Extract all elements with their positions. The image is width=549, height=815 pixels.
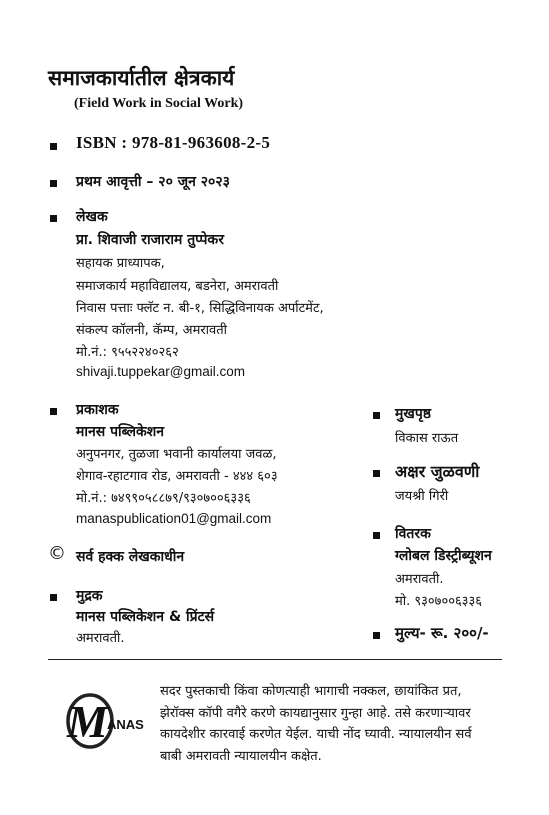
author-name: प्रा. शिवाजी राजाराम तुप्पेकर <box>76 232 224 248</box>
edition: प्रथम आवृत्ती – २० जून २०२३ <box>76 174 230 190</box>
distributor-label: वितरक <box>395 526 431 542</box>
author-line: समाजकार्य महाविद्यालय, बडनेरा, अमरावती <box>76 279 279 294</box>
bullet-icon <box>50 594 57 601</box>
disclaimer-line: कायदेशीर कारवाई करणेत येईल. याची नोंद घ्यावी. न्यायालयीन सर्व <box>160 727 472 742</box>
disclaimer-line: सदर पुस्तकाची किंवा कोणत्याही भागाची नक्कल, छायांकित प्रत, <box>160 684 462 699</box>
bullet-icon <box>50 180 57 187</box>
bullet-icon <box>373 532 380 539</box>
bullet-icon <box>50 408 57 415</box>
publisher-email: manaspublication01@gmail.com <box>76 511 272 526</box>
author-line: संकल्प कॉलनी, कॅम्प, अमरावती <box>76 323 228 338</box>
cover-designer: विकास राऊत <box>395 431 459 446</box>
distributor-city: अमरावती. <box>395 572 444 587</box>
publisher-label: प्रकाशक <box>76 402 119 418</box>
bullet-icon <box>373 632 380 639</box>
printer-name: मानस पब्लिकेशन & प्रिंटर्स <box>76 609 215 625</box>
author-line: सहायक प्राध्यापक, <box>76 256 165 271</box>
printer-city: अमरावती. <box>76 631 125 646</box>
disclaimer <box>160 681 472 767</box>
logo-text: ANAS <box>107 717 144 732</box>
isbn: ISBN : 978-81-963608-2-5 <box>76 133 271 152</box>
publisher-line: शेगाव-रहाटगाव रोड, अमरावती - ४४४ ६०३ <box>76 469 278 484</box>
bullet-icon <box>373 412 380 419</box>
typesetting-label: अक्षर जुळवणी <box>395 462 480 481</box>
author-line: मो.नं.: ९५५२२४०२६२ <box>76 345 179 360</box>
publisher-line: अनुपनगर, तुळजा भवानी कार्यालया जवळ, <box>76 447 277 462</box>
bullet-icon <box>50 215 57 222</box>
typesetter-name: जयश्री गिरी <box>395 489 449 504</box>
divider <box>48 659 502 660</box>
distributor-phone: मो. ९३०७००६३३६ <box>395 594 483 609</box>
publisher-line: मो.नं.: ७४९९०५८८७९/९३०७००६३३६ <box>76 491 251 506</box>
bullet-icon <box>373 470 380 477</box>
distributor-name: ग्लोबल डिस्ट्रीब्यूशन <box>395 548 492 564</box>
publisher-name: मानस पब्लिकेशन <box>76 424 165 440</box>
disclaimer-line: बाबी अमरावती न्यायालयीन कक्षेत. <box>160 748 322 764</box>
disclaimer-line: झेरॉक्स कॉपी वगैरे करणे कायद्यानुसार गुन्हा आहे. तसे करणाऱ्यावर <box>160 705 471 721</box>
author-email: shivaji.tuppekar@gmail.com <box>76 364 246 379</box>
manas-logo-icon <box>56 688 150 754</box>
copyright-text: सर्व हक्क लेखकाधीन <box>76 549 185 565</box>
copyright-icon: © <box>48 543 66 564</box>
book-title: समाजकार्यातील क्षेत्रकार्य <box>48 66 235 90</box>
bullet-icon <box>50 143 57 150</box>
logo-letter: M <box>67 696 108 747</box>
book-subtitle: (Field Work in Social Work) <box>74 96 244 111</box>
price: मुल्य- रू. २००/- <box>395 624 489 642</box>
author-label: लेखक <box>76 209 108 225</box>
author-line: निवास पत्ताः फ्लॅट न. बी-१, सिद्धिविनायक अर्पाटमेंट, <box>76 301 324 316</box>
cover-label: मुखपृष्ठ <box>395 406 432 422</box>
printer-label: मुद्रक <box>76 588 103 604</box>
manas-logo <box>56 688 150 754</box>
